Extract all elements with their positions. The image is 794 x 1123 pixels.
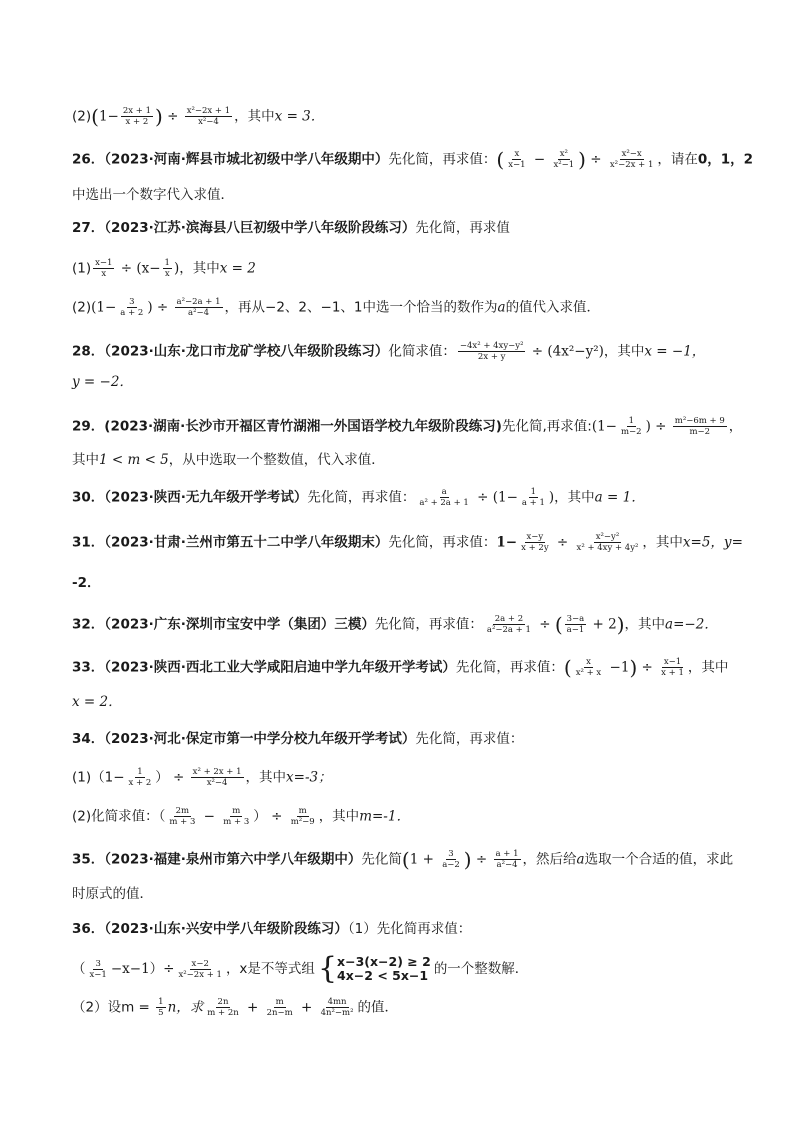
fraction-denominator: a + 2 xyxy=(120,308,144,318)
fraction-denominator: m−2 xyxy=(689,427,711,437)
fraction xyxy=(185,106,232,127)
large-parenthesis: ) xyxy=(629,655,638,680)
fraction-numerator: 3−a xyxy=(566,614,585,624)
q35-line1: 35．（2023·福建·泉州市第六中学八年级期中）先化简(1 + $\frac{3}{a-2}$ ) ÷ $\frac{a + 1}{\text{a²−4}}$ ，然后给a选取一个合适的值，求此 xyxy=(72,847,734,872)
fraction-numerator: x²−y² xyxy=(595,532,620,542)
fraction-denominator: x + 2 xyxy=(125,117,149,127)
fraction xyxy=(118,297,145,318)
fraction xyxy=(574,657,604,678)
fraction-denominator: m²−9 xyxy=(290,817,315,827)
fraction xyxy=(221,806,251,827)
fraction-denominator: 2n−m xyxy=(266,1008,293,1018)
q35-line2: 时原式的值． xyxy=(72,886,153,902)
fraction-numerator: x² xyxy=(559,149,568,159)
fraction xyxy=(565,614,587,635)
fraction-denominator: x²−4 xyxy=(198,117,219,127)
fraction xyxy=(127,767,154,788)
fraction-numerator: 4mn xyxy=(327,997,347,1007)
large-parenthesis: ( xyxy=(496,147,505,172)
fraction xyxy=(289,806,317,827)
fraction-numerator: a²−2a + 1 xyxy=(176,297,221,307)
fraction-numerator: x xyxy=(586,657,591,667)
fraction-denominator: a²−4 xyxy=(188,308,210,318)
fraction xyxy=(551,149,576,170)
fraction-denominator: x² + 4xy + 4y² xyxy=(576,543,639,553)
fraction xyxy=(519,532,551,553)
fraction xyxy=(485,614,533,635)
q32-line: 32．（2023·广东·深圳市宝安中学（集团）三模）先化简，再求值： $\frac{2a + 2}{\text{a²−2a + 1}}$ ÷ ( $\frac{3-a}{a-1}$ + 2)，其中a=−2． xyxy=(72,612,718,637)
large-parenthesis: ) xyxy=(463,847,472,872)
brace: { xyxy=(317,951,338,986)
fraction xyxy=(608,149,655,170)
fraction xyxy=(417,487,470,508)
fraction-denominator: a²−4 xyxy=(496,860,518,870)
q29-line2: 其中1 < m < 5，从中选取一个整数值，代入求值． xyxy=(72,452,385,468)
fraction xyxy=(175,297,223,318)
q27-heading: 27．（2023·江苏·滨海县八巨初级中学八年级阶段练习）先化简，再求值 xyxy=(72,220,510,236)
fraction-denominator: x + 1 xyxy=(661,668,684,678)
fraction-numerator: x−1 xyxy=(663,657,682,667)
fraction-numerator: x² + 2x + 1 xyxy=(192,767,242,777)
fraction xyxy=(163,258,172,279)
fraction-numerator: 3 xyxy=(129,297,135,307)
fraction-denominator: x−1 xyxy=(89,969,107,980)
q26-line2: 中选出一个数字代入求值． xyxy=(72,187,234,203)
fraction-denominator: x xyxy=(164,269,170,279)
q36-heading: 36．（2023·山东·兴安中学八年级阶段练习）（1）先化简再求值： xyxy=(72,921,472,937)
q30-line: 30．（2023·陕西·无九年级开学考试）先化简，再求值： $\frac{a}{\text{a² + 2a + 1}}$ ÷ (1− $\frac{1}{a + 1}$ )，其中a = 1． xyxy=(72,487,645,508)
q31-line2: -2． xyxy=(72,575,101,591)
fraction-denominator: a²−2a + 1 xyxy=(486,625,531,635)
fraction-numerator: x xyxy=(514,149,520,159)
fraction-denominator: x + 2y xyxy=(521,543,549,553)
fraction-denominator: a² + 2a + 1 xyxy=(419,498,469,508)
fraction xyxy=(121,106,153,127)
q28-line1: 28．（2023·山东·龙口市龙矿学校八年级阶段练习）化简求值： $\frac{\text{−4x² + 4xy−y²}}{2x + y}$ ÷ (4x²−y²)，其中x = −1， xyxy=(72,341,706,362)
fraction-denominator: m + 3 xyxy=(223,817,250,827)
q31-line1: 31．（2023·甘肃·兰州市第五十二中学八年级期末）先化简，再求值：1− $\frac{x-y}{x + 2y}$ ÷ $\frac{\text{x²−y²}}{\text{x² + 4xy + 4y²}}$ ，其中x=5，y= xyxy=(72,532,743,553)
q36-part2: （2）设m = $\frac{1}{5}$ n，求 $\frac{2n}{m + 2n}$ + $\frac{m}{2n-m}$ + $\frac{4mn}{\text{4n²−m²}}$ 的值． xyxy=(72,997,399,1018)
large-parenthesis: ( xyxy=(91,104,99,129)
fraction-numerator: x−1 xyxy=(95,258,113,268)
fraction xyxy=(319,997,356,1018)
fraction xyxy=(575,532,641,553)
fraction xyxy=(191,767,244,788)
fraction-numerator: a xyxy=(441,487,447,497)
fraction-denominator: x + 2 xyxy=(128,778,152,788)
fraction xyxy=(265,997,295,1018)
fraction-numerator: m²−6m + 9 xyxy=(674,416,725,426)
fraction-denominator: x² + x xyxy=(575,668,602,678)
fraction-denominator: a + 1 xyxy=(521,498,545,508)
fraction xyxy=(167,806,197,827)
q28-line2: y = −2． xyxy=(72,374,133,390)
large-parenthesis: ( xyxy=(563,655,572,680)
fraction-numerator: 2n xyxy=(217,997,229,1007)
large-parenthesis: ) xyxy=(578,147,586,172)
fraction-denominator: m + 3 xyxy=(169,817,196,827)
fraction-numerator: m xyxy=(298,806,307,816)
fraction-numerator: x²−x xyxy=(621,149,642,159)
large-parenthesis: ) xyxy=(154,104,163,129)
fraction-numerator: 1 xyxy=(164,258,170,268)
fraction-numerator: a + 1 xyxy=(495,849,519,859)
fraction-numerator: 2a + 2 xyxy=(494,614,524,624)
fraction-denominator: m−2 xyxy=(620,427,642,437)
q29-line1: 29．(2023·湖南·长沙市开福区青竹湖湘一外国语学校九年级阶段练习)先化简,再求值:(1− $\frac{1}{m-2}$ ) ÷ $\frac{\text{m²−6m + 9}}{m-2}$ ， xyxy=(72,416,743,437)
fraction-denominator: x²−2x + 1 xyxy=(609,160,654,170)
inequality-system: { x−3(x−2) ≥ 2 4x−2 < 5x−1 xyxy=(317,951,431,986)
fraction xyxy=(673,416,727,437)
fraction-denominator: 2x + y xyxy=(477,352,506,362)
fraction-numerator: 2m xyxy=(175,806,190,816)
fraction xyxy=(659,657,686,678)
fraction-denominator: a−1 xyxy=(566,625,585,635)
fraction-denominator: x²−2x + 1 xyxy=(178,969,222,980)
fraction-numerator: 3 xyxy=(95,958,101,969)
fraction-denominator: 5 xyxy=(158,1008,164,1018)
q36-part1: （ $\frac{3}{x-1}$ −x−1）÷ $\frac{x-2}{\text{x²−2x + 1}}$ ，x是不等式组 { x−3(x−2) ≥ 2 4x−2 < 5x−1 的一个整数解． xyxy=(72,951,529,986)
fraction-numerator: 2x + 1 xyxy=(122,106,151,116)
large-parenthesis: ( xyxy=(554,612,563,637)
fraction-numerator: m xyxy=(232,806,241,816)
fraction xyxy=(156,997,165,1018)
large-parenthesis: ) xyxy=(616,612,625,637)
fraction-numerator: x−y xyxy=(526,532,544,542)
fraction xyxy=(93,258,114,279)
fraction xyxy=(205,997,240,1018)
q34-part1: (1)（1− $\frac{1}{x + 2}$ ） ÷ $\frac{\text{x² + 2x + 1}}{\text{x²−4}}$ ，其中x=-3； xyxy=(72,767,332,788)
fraction xyxy=(506,149,527,170)
fraction-denominator: 4n²−m² xyxy=(320,1008,354,1018)
fraction-numerator: −4x² + 4xy−y² xyxy=(459,341,524,351)
q27-part2: (2)(1− $\frac{3}{a + 2}$ ) ÷ $\frac{\text{a²−2a + 1}}{\text{a²−4}}$ ，再从−2、2、−1、1中选一个恰当的数作为a的值代入求值． xyxy=(72,297,601,318)
fraction xyxy=(494,849,521,870)
fraction xyxy=(520,487,547,508)
q33-line1: 33．（2023·陕西·西北工业大学咸阳启迪中学九年级开学考试）先化简，再求值：( $\frac{x}{\text{x² + x}}$ −1) ÷ $\frac{x-1}{x + 1}$ ，其中 xyxy=(72,655,729,680)
large-parenthesis: ( xyxy=(401,847,410,872)
fraction-denominator: x²−1 xyxy=(553,160,575,170)
q25-part2: (2)(1− $\frac{2x + 1}{x + 2}$ ) ÷ $\frac{\text{x²−2x + 1}}{\text{x²−4}}$ ，其中x = 3． xyxy=(72,104,325,129)
fraction-numerator: x−2 xyxy=(191,958,209,969)
fraction-denominator: m + 2n xyxy=(207,1008,239,1018)
fraction-numerator: 1 xyxy=(530,487,537,497)
fraction-numerator: m xyxy=(275,997,284,1007)
fraction-denominator: x²−4 xyxy=(206,778,228,788)
q33-line2: x = 2． xyxy=(72,694,122,710)
fraction-numerator: 1 xyxy=(158,997,164,1007)
q34-part2: (2)化简求值：（ $\frac{2m}{m + 3}$ − $\frac{m}{m + 3}$ ） ÷ $\frac{m}{\text{m²−9}}$ ，其中m=-1． xyxy=(72,806,410,827)
q27-part1: (1) $\frac{x-1}{x}$ ÷ (x− $\frac{1}{x}$ )，其中x = 2 xyxy=(72,258,256,279)
fraction-denominator: x−1 xyxy=(508,160,526,170)
fraction xyxy=(176,959,223,980)
fraction-denominator: x xyxy=(101,269,107,279)
fraction-numerator: x²−2x + 1 xyxy=(186,106,231,116)
fraction xyxy=(458,341,526,362)
fraction-numerator: 1 xyxy=(137,767,143,777)
fraction-numerator: 3 xyxy=(448,849,454,859)
fraction-denominator: a−2 xyxy=(442,860,460,870)
fraction-numerator: 1 xyxy=(628,416,634,426)
q34-heading: 34．（2023·河北·保定市第一中学分校九年级开学考试）先化简，再求值： xyxy=(72,731,524,747)
q26-line1: 26．（2023·河南·辉县市城北初级中学八年级期中）先化简，再求值：( $\frac{x}{x-1}$ − $\frac{\text{x²}}{\text{x²−1}}$ ) ÷ $\frac{\text{x²−x}}{\text{x²−2x + 1}}$ ，请在0，1，2 xyxy=(72,147,754,172)
fraction xyxy=(88,959,109,980)
fraction xyxy=(619,416,644,437)
fraction xyxy=(440,849,462,870)
